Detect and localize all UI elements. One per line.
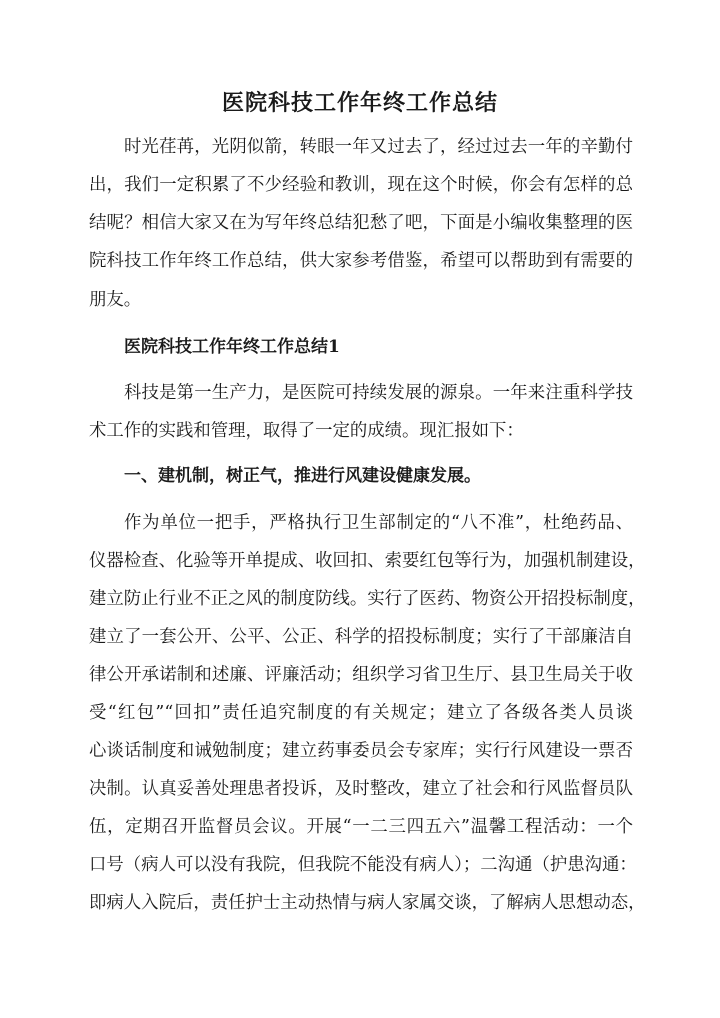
paragraph-line: 建立了一套公开、公平、公正、科学的招投标制度；实行了干部廉洁自 bbox=[89, 627, 633, 647]
paragraph-line: 受“红包”“回扣”责任追究制度的有关规定；建立了各级各类人员谈 bbox=[89, 703, 633, 723]
paragraph-line: 心谈话制度和诫勉制度；建立药事委员会专家库；实行行风建设一票否 bbox=[89, 741, 633, 761]
paragraph-line: 科技是第一生产力，是医院可持续发展的源泉。一年来注重科学技 bbox=[124, 383, 633, 403]
paragraph-line: 口号（病人可以没有我院，但我院不能没有病人）；二沟通（护患沟通： bbox=[89, 855, 637, 875]
paragraph-line: 仪器检查、化验等开单提成、收回扣、索要红包等行为，加强机制建设， bbox=[89, 551, 646, 571]
document-title: 医院科技工作年终工作总结 bbox=[221, 90, 498, 116]
paragraph-line: 律公开承诺制和述廉、评廉活动；组织学习省卫生厅、县卫生局关于收 bbox=[89, 665, 633, 685]
paragraph-line: 作为单位一把手，严格执行卫生部制定的“八不准”，杜绝药品、 bbox=[124, 513, 633, 533]
intro-line: 时光荏苒，光阴似箭，转眼一年又过去了，经过过去一年的辛勤付 bbox=[124, 137, 633, 157]
paragraph-line: 伍，定期召开监督员会议。开展“一二三四五六”温馨工程活动：一个 bbox=[89, 817, 633, 837]
intro-line: 结呢？相信大家又在为写年终总结犯愁了吧，下面是小编收集整理的医 bbox=[89, 213, 633, 233]
intro-line: 出，我们一定积累了不少经验和教训，现在这个时候，你会有怎样的总 bbox=[89, 175, 633, 195]
paragraph-line: 即病人入院后，责任护士主动热情与病人家属交谈，了解病人思想动态， bbox=[89, 893, 646, 913]
subheading: 一、建机制，树正气，推进行风建设健康发展。 bbox=[124, 466, 481, 486]
section-title: 医院科技工作年终工作总结1 bbox=[124, 337, 340, 357]
paragraph-line: 建立防止行业不正之风的制度防线。实行了医药、物资公开招投标制度， bbox=[89, 589, 646, 609]
paragraph-line: 术工作的实践和管理，取得了一定的成绩。现汇报如下： bbox=[89, 421, 524, 441]
paragraph-line: 决制。认真妥善处理患者投诉，及时整改，建立了社会和行风监督员队 bbox=[89, 779, 633, 799]
intro-line: 院科技工作年终工作总结，供大家参考借鉴，希望可以帮助到有需要的 bbox=[89, 251, 633, 271]
intro-line: 朋友。 bbox=[89, 290, 142, 310]
